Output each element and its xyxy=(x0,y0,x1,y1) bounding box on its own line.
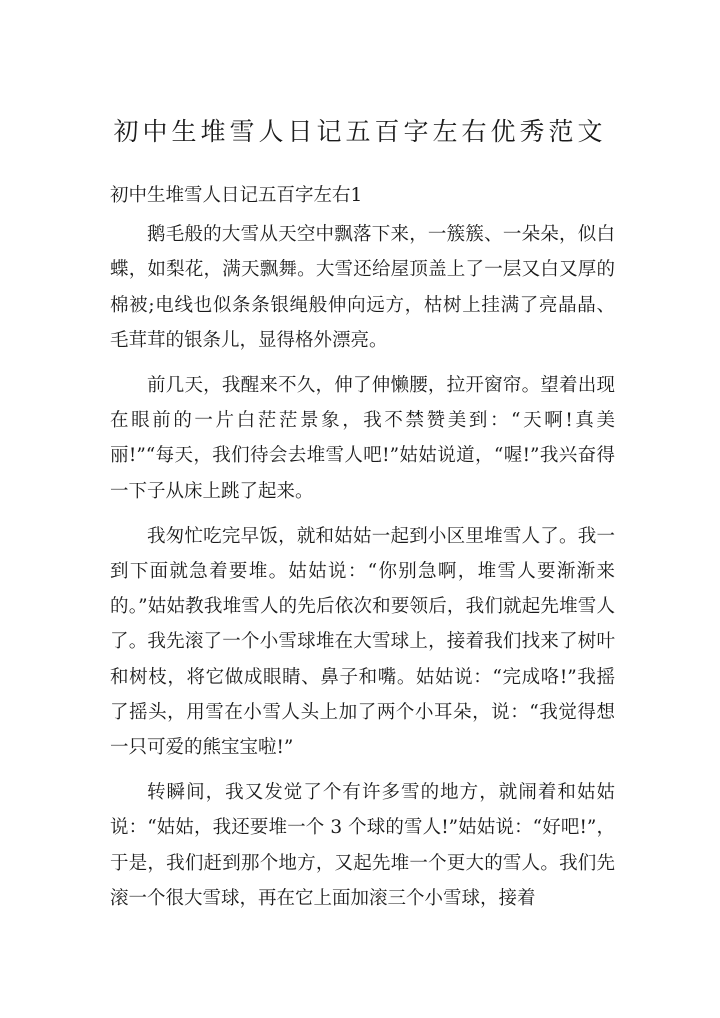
document-title: 初中生堆雪人日记五百字左右优秀范文 xyxy=(113,117,607,146)
paragraph-2: 前几天，我醒来不久，伸了伸懒腰，拉开窗帘。望着出现在眼前的一片白茫茫景象，我不禁赞美到：“天啊!真美丽!”“每天，我们待会去堆雪人吧!”姑姑说道，“喔!”我兴奋得一下子从床上跳了起来。 xyxy=(110,375,615,502)
document-body xyxy=(110,178,615,926)
paragraph-4: 转瞬间，我又发觉了个有许多雪的地方，就闹着和姑姑说：“姑姑，我还要堆一个 3 个球的雪人!”姑姑说：“好吧!”，于是，我们赶到那个地方，又起先堆一个更大的雪人。我们先滚一个很大雪球，再在它上面加滚三个小雪球，接着 xyxy=(110,782,615,909)
paragraph-3: 我匆忙吃完早饭，就和姑姑一起到小区里堆雪人了。我一到下面就急着要堆。姑姑说：“你别急啊，堆雪人要渐渐来的。”姑姑教我堆雪人的先后依次和要领后，我们就起先堆雪人了。我先滚了一个小雪球堆在大雪球上，接着我们找来了树叶和树枝，将它做成眼睛、鼻子和嘴。姑姑说：“完成咯!”我摇了摇头，用雪在小雪人头上加了两个小耳朵，说：“我觉得想一只可爱的熊宝宝啦!” xyxy=(110,525,615,759)
section-heading: 初中生堆雪人日记五百字左右1 xyxy=(110,185,363,206)
paragraph-1: 鹅毛般的大雪从天空中飘落下来，一簇簇、一朵朵，似白蝶，如梨花，满天飘舞。大雪还给屋顶盖上了一层又白又厚的棉被;电线也似条条银绳般伸向远方，枯树上挂满了亮晶晶、毛茸茸的银条儿，显得格外漂亮。 xyxy=(110,224,615,351)
